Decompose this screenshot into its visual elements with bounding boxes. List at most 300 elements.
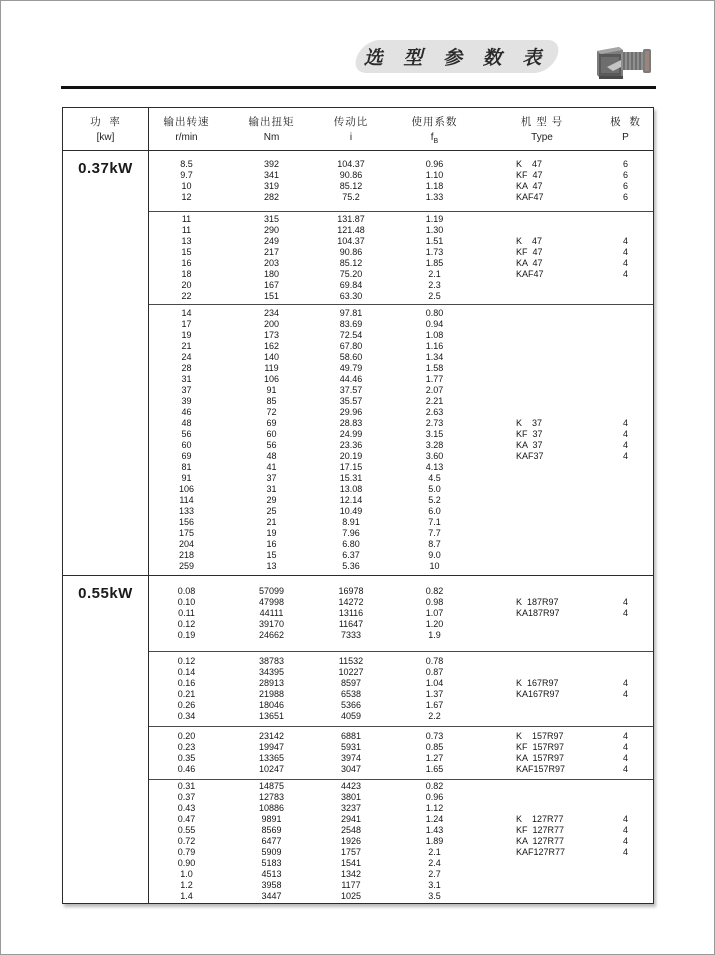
cell-type: K 167R97 <box>516 678 559 688</box>
cell-poles <box>598 462 653 473</box>
cell-ratio: 3801 <box>340 792 362 802</box>
cell-torque: 13365 <box>258 753 285 763</box>
cell-type <box>486 396 598 407</box>
table-row <box>149 308 653 319</box>
cell-ratio: 6.80 <box>342 539 360 549</box>
cell-service-factor: 2.5 <box>428 291 441 301</box>
cell-service-factor: 1.30 <box>425 225 444 235</box>
table-row <box>149 656 653 667</box>
cell-type <box>486 280 598 291</box>
cell-type <box>486 711 598 722</box>
cell-poles: 4 <box>622 451 628 461</box>
cell-ratio: 85.12 <box>339 181 363 191</box>
cell-type <box>486 700 598 711</box>
table-row <box>149 258 653 269</box>
table-row <box>149 753 653 764</box>
cell-torque: 72 <box>266 407 277 417</box>
cell-service-factor: 6.0 <box>428 506 441 516</box>
cell-type <box>486 462 598 473</box>
cell-speed: 0.21 <box>177 689 196 699</box>
cell-torque: 119 <box>264 363 279 373</box>
cell-speed: 0.23 <box>177 742 196 752</box>
cell-speed: 0.20 <box>177 731 196 741</box>
cell-ratio: 2941 <box>340 814 362 824</box>
cell-ratio: 75.20 <box>339 269 363 279</box>
table-row <box>149 711 653 722</box>
cell-speed: 133 <box>178 506 195 516</box>
column-header-zh: 传动比 <box>333 116 369 128</box>
table-row <box>149 181 653 192</box>
power-header-unit: [kw] <box>96 132 115 143</box>
cell-poles <box>598 869 653 880</box>
power-section <box>63 575 653 903</box>
cell-speed: 31 <box>181 374 192 384</box>
table-row <box>149 280 653 291</box>
cell-poles <box>598 858 653 869</box>
cell-ratio: 23.36 <box>339 440 363 450</box>
cell-speed: 37 <box>181 385 192 395</box>
column-header <box>149 114 224 150</box>
cell-torque: 24662 <box>258 630 285 640</box>
cell-ratio: 6538 <box>340 689 362 699</box>
table-row <box>149 836 653 847</box>
table-row <box>149 550 653 561</box>
cell-type: K 187R97 <box>516 597 559 607</box>
cell-ratio: 35.57 <box>339 396 363 406</box>
table-row <box>149 396 653 407</box>
cell-speed: 69 <box>181 451 192 461</box>
cell-torque: 4513 <box>261 869 282 879</box>
power-label: 0.55kW <box>63 576 149 903</box>
cell-ratio: 6881 <box>340 731 362 741</box>
cell-service-factor: 1.34 <box>425 352 444 362</box>
cell-poles: 4 <box>622 825 628 835</box>
cell-torque: 12783 <box>258 792 285 802</box>
cell-service-factor: 1.27 <box>425 753 444 763</box>
cell-service-factor: 1.33 <box>425 192 444 202</box>
table-row <box>149 418 653 429</box>
cell-speed: 175 <box>178 528 195 538</box>
cell-speed: 114 <box>179 495 194 505</box>
cell-type: KA187R97 <box>516 608 560 618</box>
cell-poles <box>598 506 653 517</box>
table-row <box>149 385 653 396</box>
cell-type <box>486 363 598 374</box>
cell-poles: 4 <box>622 814 628 824</box>
column-header-zh: 输出扭矩 <box>248 116 295 128</box>
cell-poles <box>598 352 653 363</box>
cell-torque: 48 <box>266 451 277 461</box>
cell-poles: 4 <box>622 847 628 857</box>
cell-poles: 4 <box>622 258 628 268</box>
cell-speed: 20 <box>181 280 192 290</box>
cell-service-factor: 7.1 <box>428 517 441 527</box>
cell-speed: 9.7 <box>180 170 193 180</box>
table-row <box>149 473 653 484</box>
cell-speed: 15 <box>181 247 192 257</box>
cell-service-factor: 5.0 <box>428 484 441 494</box>
parameter-table <box>62 107 654 904</box>
cell-type <box>486 869 598 880</box>
cell-type <box>486 528 598 539</box>
column-header-en: Type <box>531 132 553 143</box>
cell-service-factor: 1.10 <box>425 170 444 180</box>
cell-torque: 217 <box>263 247 280 257</box>
cell-ratio: 90.86 <box>339 247 363 257</box>
cell-service-factor: 2.3 <box>428 280 441 290</box>
cell-speed: 218 <box>178 550 195 560</box>
cell-torque: 41 <box>266 462 277 472</box>
cell-speed: 48 <box>181 418 192 428</box>
table-row <box>149 814 653 825</box>
cell-type: K 127R77 <box>516 814 564 824</box>
cell-service-factor: 1.18 <box>425 181 444 191</box>
table-header <box>63 108 653 151</box>
cell-service-factor: 0.98 <box>425 597 444 607</box>
cell-ratio: 3237 <box>340 803 362 813</box>
cell-type <box>486 473 598 484</box>
table-row <box>149 792 653 803</box>
cell-type <box>486 308 598 319</box>
table-row <box>149 517 653 528</box>
cell-service-factor: 0.85 <box>425 742 444 752</box>
cell-ratio: 1757 <box>340 847 362 857</box>
cell-ratio: 11532 <box>338 656 364 666</box>
cell-speed: 0.90 <box>177 858 196 868</box>
cell-poles: 4 <box>622 678 628 688</box>
cell-speed: 0.12 <box>177 656 196 666</box>
cell-type: KAF157R97 <box>516 764 566 774</box>
cell-type: KAF47 <box>516 192 544 202</box>
table-row <box>149 440 653 451</box>
table-row <box>149 170 653 181</box>
cell-speed: 0.37 <box>177 792 196 802</box>
cell-torque: 15 <box>266 550 277 560</box>
cell-ratio: 7333 <box>340 630 362 640</box>
cell-ratio: 49.79 <box>339 363 363 373</box>
cell-type <box>486 656 598 667</box>
cell-type <box>486 858 598 869</box>
section-blocks <box>149 151 653 575</box>
cell-ratio: 83.69 <box>339 319 363 329</box>
cell-service-factor: 1.65 <box>425 764 444 774</box>
cell-torque: 167 <box>263 280 280 290</box>
table-row <box>149 608 653 619</box>
cell-type <box>486 385 598 396</box>
cell-speed: 0.14 <box>177 667 196 677</box>
cell-speed: 17 <box>181 319 192 329</box>
cell-torque: 173 <box>263 330 280 340</box>
cell-torque: 249 <box>263 236 280 246</box>
cell-torque: 8569 <box>261 825 282 835</box>
cell-poles <box>598 495 653 506</box>
ratio-block <box>149 304 653 575</box>
table-row <box>149 159 653 170</box>
cell-speed: 204 <box>178 539 195 549</box>
cell-speed: 56 <box>181 429 192 439</box>
cell-poles <box>598 291 653 302</box>
cell-ratio: 16978 <box>338 586 364 596</box>
cell-speed: 16 <box>181 258 192 268</box>
cell-torque: 3958 <box>261 880 282 890</box>
cell-service-factor: 2.7 <box>428 869 441 879</box>
cell-ratio: 29.96 <box>339 407 363 417</box>
cell-service-factor: 5.2 <box>428 495 441 505</box>
cell-type: K 47 <box>516 159 543 169</box>
cell-speed: 46 <box>181 407 192 417</box>
table-row <box>149 630 653 641</box>
power-header-zh: 功 率 <box>90 116 121 128</box>
cell-poles <box>598 330 653 341</box>
cell-torque: 319 <box>263 181 280 191</box>
cell-ratio: 28.83 <box>339 418 363 428</box>
cell-poles: 6 <box>622 170 628 180</box>
cell-poles: 4 <box>622 440 628 450</box>
cell-poles: 4 <box>622 418 628 428</box>
cell-torque: 21988 <box>258 689 285 699</box>
table-row <box>149 667 653 678</box>
cell-poles <box>598 374 653 385</box>
cell-service-factor: 1.19 <box>425 214 444 224</box>
cell-poles <box>598 561 653 572</box>
cell-ratio: 5931 <box>340 742 362 752</box>
table-row <box>149 214 653 225</box>
table-row <box>149 586 653 597</box>
cell-poles: 4 <box>622 689 628 699</box>
cell-type <box>486 352 598 363</box>
cell-poles <box>598 891 653 902</box>
cell-speed: 0.43 <box>177 803 196 813</box>
cell-torque: 5909 <box>261 847 282 857</box>
cell-torque: 38783 <box>258 656 285 666</box>
cell-ratio: 24.99 <box>339 429 363 439</box>
column-header-zh: 极 数 <box>610 116 641 128</box>
cell-torque: 10247 <box>258 764 285 774</box>
cell-poles: 4 <box>622 764 628 774</box>
ratio-block <box>149 576 653 651</box>
cell-ratio: 3974 <box>340 753 362 763</box>
cell-service-factor: 2.73 <box>425 418 444 428</box>
cell-service-factor: 0.82 <box>425 586 444 596</box>
cell-ratio: 10227 <box>338 667 364 677</box>
cell-service-factor: 7.7 <box>428 528 441 538</box>
cell-service-factor: 0.82 <box>425 781 444 791</box>
column-header <box>383 114 486 150</box>
cell-torque: 13 <box>266 561 277 571</box>
cell-service-factor: 0.78 <box>425 656 444 666</box>
cell-poles <box>598 484 653 495</box>
cell-poles: 4 <box>622 742 628 752</box>
cell-service-factor: 4.5 <box>428 473 441 483</box>
cell-torque: 234 <box>263 308 280 318</box>
cell-speed: 0.35 <box>177 753 196 763</box>
cell-type <box>486 539 598 550</box>
cell-speed: 0.55 <box>177 825 196 835</box>
cell-poles <box>598 528 653 539</box>
cell-poles <box>598 473 653 484</box>
cell-service-factor: 0.87 <box>425 667 444 677</box>
cell-service-factor: 2.4 <box>428 858 441 868</box>
cell-type <box>486 484 598 495</box>
cell-poles <box>598 803 653 814</box>
cell-ratio: 4059 <box>340 711 362 721</box>
cell-type <box>486 319 598 330</box>
cell-type <box>486 341 598 352</box>
cell-type <box>486 225 598 236</box>
cell-ratio: 90.86 <box>339 170 363 180</box>
cell-service-factor: 0.96 <box>425 792 444 802</box>
cell-type: KA167R97 <box>516 689 560 699</box>
cell-service-factor: 3.28 <box>425 440 444 450</box>
column-header <box>486 114 598 150</box>
cell-service-factor: 1.77 <box>425 374 444 384</box>
table-row <box>149 451 653 462</box>
cell-speed: 0.72 <box>177 836 196 846</box>
cell-poles <box>598 667 653 678</box>
cell-type: K 47 <box>516 236 543 246</box>
cell-type <box>486 407 598 418</box>
cell-speed: 0.46 <box>177 764 196 774</box>
cell-service-factor: 3.5 <box>428 891 441 901</box>
table-row <box>149 363 653 374</box>
cell-poles <box>598 586 653 597</box>
table-row <box>149 291 653 302</box>
cell-speed: 14 <box>181 308 192 318</box>
ratio-block <box>149 651 653 726</box>
table-row <box>149 236 653 247</box>
cell-ratio: 104.37 <box>337 236 365 246</box>
cell-torque: 180 <box>263 269 280 279</box>
cell-poles <box>598 319 653 330</box>
column-header-en: r/min <box>175 132 198 143</box>
cell-torque: 282 <box>263 192 280 202</box>
cell-type <box>486 781 598 792</box>
table-row <box>149 374 653 385</box>
cell-ratio: 58.60 <box>339 352 363 362</box>
cell-ratio: 14272 <box>338 597 364 607</box>
cell-torque: 9891 <box>261 814 282 824</box>
table-row <box>149 825 653 836</box>
cell-torque: 29 <box>266 495 277 505</box>
table-row <box>149 407 653 418</box>
power-section <box>63 151 653 575</box>
cell-ratio: 104.37 <box>337 159 365 169</box>
cell-poles <box>598 280 653 291</box>
cell-poles: 6 <box>622 192 628 202</box>
cell-ratio: 44.46 <box>339 374 363 384</box>
ratio-block <box>149 211 653 304</box>
cell-type: KF 47 <box>516 247 543 257</box>
cell-type <box>486 330 598 341</box>
cell-speed: 0.26 <box>177 700 196 710</box>
cell-poles <box>598 619 653 630</box>
cell-type <box>486 619 598 630</box>
cell-torque: 6477 <box>261 836 282 846</box>
cell-type: KA 47 <box>516 181 543 191</box>
table-row <box>149 247 653 258</box>
cell-torque: 315 <box>263 214 280 224</box>
cell-ratio: 20.19 <box>339 451 363 461</box>
cell-ratio: 69.84 <box>339 280 363 290</box>
cell-poles <box>598 341 653 352</box>
cell-service-factor: 1.67 <box>425 700 444 710</box>
table-row <box>149 225 653 236</box>
cell-service-factor: 1.20 <box>425 619 444 629</box>
cell-speed: 21 <box>181 341 192 351</box>
cell-speed: 1.2 <box>180 880 193 890</box>
cell-type <box>486 561 598 572</box>
cell-type <box>486 792 598 803</box>
cell-poles <box>598 792 653 803</box>
cell-ratio: 1342 <box>340 869 362 879</box>
cell-poles: 4 <box>622 429 628 439</box>
cell-ratio: 97.81 <box>339 308 363 318</box>
cell-speed: 11 <box>181 225 192 235</box>
table-row <box>149 429 653 440</box>
cell-speed: 0.11 <box>178 608 195 618</box>
cell-type <box>486 880 598 891</box>
cell-ratio: 1025 <box>340 891 362 901</box>
table-row <box>149 484 653 495</box>
cell-torque: 25 <box>266 506 277 516</box>
cell-speed: 18 <box>181 269 192 279</box>
cell-type: K 157R97 <box>516 731 564 741</box>
cell-speed: 13 <box>181 236 192 246</box>
cell-service-factor: 10 <box>429 561 440 571</box>
cell-ratio: 2548 <box>340 825 362 835</box>
cell-torque: 34395 <box>258 667 285 677</box>
cell-torque: 39170 <box>258 619 285 629</box>
cell-torque: 56 <box>266 440 277 450</box>
cell-type: KF 47 <box>516 170 543 180</box>
cell-ratio: 10.49 <box>339 506 363 516</box>
cell-speed: 0.31 <box>177 781 196 791</box>
cell-service-factor: 3.60 <box>425 451 444 461</box>
cell-torque: 37 <box>266 473 277 483</box>
cell-speed: 11 <box>181 214 192 224</box>
cell-speed: 28 <box>181 363 192 373</box>
data-column-headers <box>149 108 653 150</box>
table-row <box>149 678 653 689</box>
cell-torque: 13651 <box>258 711 285 721</box>
section-blocks <box>149 576 653 903</box>
cell-poles: 4 <box>622 236 628 246</box>
column-header-zh: 使用系数 <box>411 116 458 128</box>
cell-speed: 60 <box>181 440 192 450</box>
column-header-en: $f_B$ <box>430 132 439 145</box>
cell-torque: 57099 <box>258 586 285 596</box>
cell-type: KF 127R77 <box>516 825 565 835</box>
cell-ratio: 1926 <box>340 836 362 846</box>
cell-ratio: 15.31 <box>339 473 363 483</box>
cell-ratio: 5.36 <box>342 561 360 571</box>
cell-type <box>486 803 598 814</box>
table-row <box>149 506 653 517</box>
cell-torque: 28913 <box>258 678 285 688</box>
cell-service-factor: 1.12 <box>425 803 444 813</box>
cell-type <box>486 495 598 506</box>
cell-service-factor: 2.07 <box>425 385 444 395</box>
cell-torque: 21 <box>266 517 277 527</box>
cell-ratio: 67.80 <box>339 341 363 351</box>
cell-poles: 6 <box>622 159 628 169</box>
column-header <box>319 114 383 150</box>
cell-speed: 156 <box>178 517 195 527</box>
cell-speed: 0.10 <box>177 597 196 607</box>
cell-ratio: 13.08 <box>339 484 363 494</box>
cell-service-factor: 1.73 <box>425 247 444 257</box>
cell-type <box>486 374 598 385</box>
